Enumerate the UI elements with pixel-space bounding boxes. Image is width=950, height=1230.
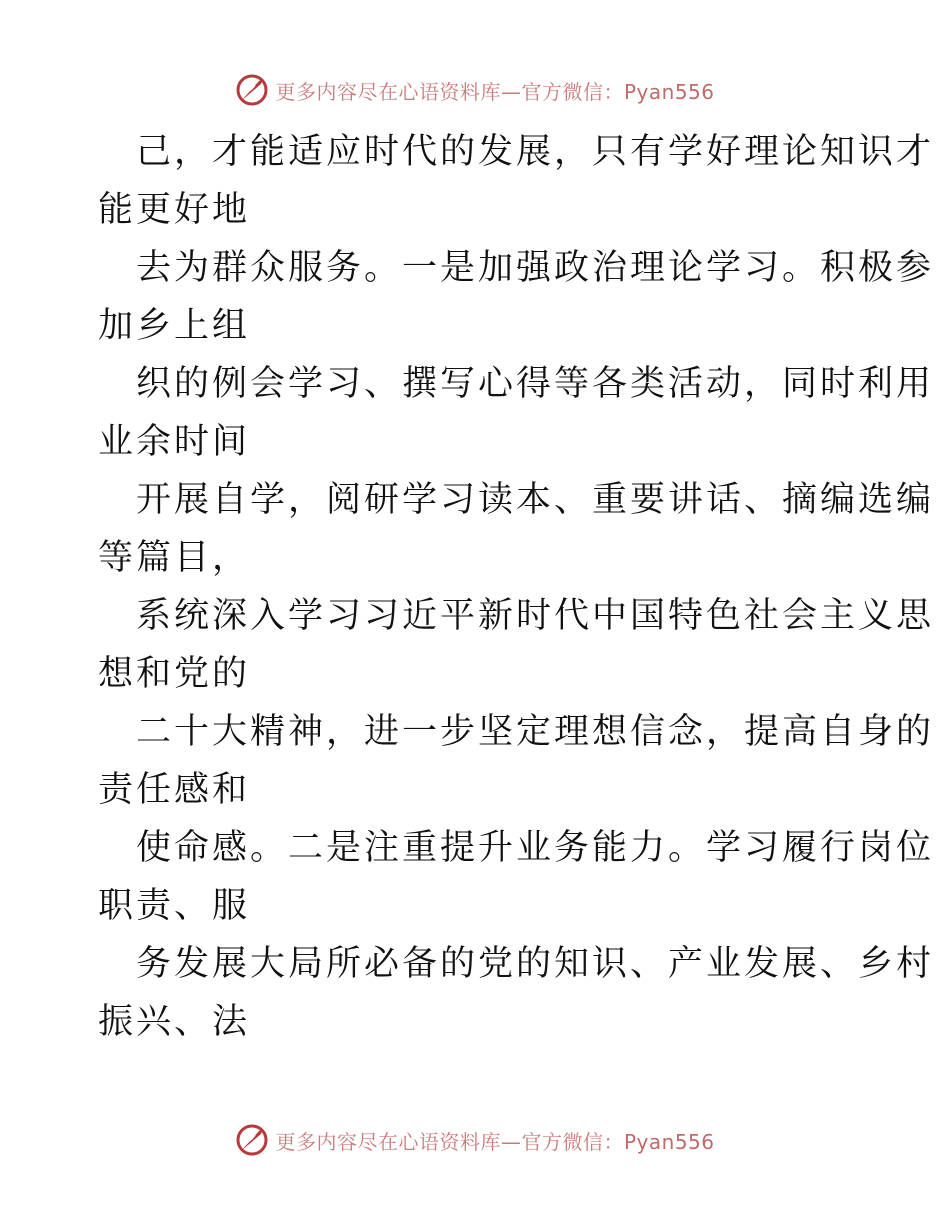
text-line: 振兴、法 (98, 1002, 251, 1042)
header-banner-separator: — (500, 79, 522, 104)
footer-banner (0, 1120, 950, 1160)
text-line: 去为群众服务。一是加强政治理论学习。积极参 (136, 248, 935, 288)
text-line: 职责、服 (98, 886, 251, 926)
text-line: 开展自学，阅研学习读本、重要讲话、摘编选编 (136, 480, 935, 520)
text-line: 使命感。二是注重提升业务能力。学习履行岗位 (136, 828, 935, 868)
header-banner-account: Pyan556 (623, 79, 715, 104)
footer-banner-text (275, 1126, 714, 1155)
text-line: 己，才能适应时代的发展，只有学好理论知识才 (136, 132, 935, 172)
header-banner-main: 更多内容尽在心语资料库 (275, 79, 501, 104)
text-line: 能更好地 (98, 190, 251, 230)
footer-banner-account: Pyan556 (623, 1129, 715, 1154)
text-line: 务发展大局所必备的党的知识、产业发展、乡村 (136, 944, 935, 984)
header-banner (0, 70, 950, 110)
footer-banner-label: 官方微信： (521, 1129, 624, 1154)
header-banner-text (275, 76, 714, 105)
text-line: 织的例会学习、撰写心得等各类活动，同时利用 (136, 364, 935, 404)
text-line: 责任感和 (98, 770, 251, 810)
footer-banner-main: 更多内容尽在心语资料库 (275, 1129, 501, 1154)
text-line: 系统深入学习习近平新时代中国特色社会主义思 (136, 596, 935, 636)
quill-pen-logo-icon (235, 73, 269, 107)
text-line: 等篇目， (98, 538, 251, 578)
text-line: 二十大精神，进一步坚定理想信念，提高自身的 (136, 712, 935, 752)
body-text (98, 123, 935, 1051)
footer-banner-separator: — (500, 1129, 522, 1154)
text-line: 加乡上组 (98, 306, 251, 346)
quill-pen-logo-icon (235, 1123, 269, 1157)
text-line: 业余时间 (98, 422, 251, 462)
header-banner-label: 官方微信： (521, 79, 624, 104)
text-line: 想和党的 (98, 654, 251, 694)
